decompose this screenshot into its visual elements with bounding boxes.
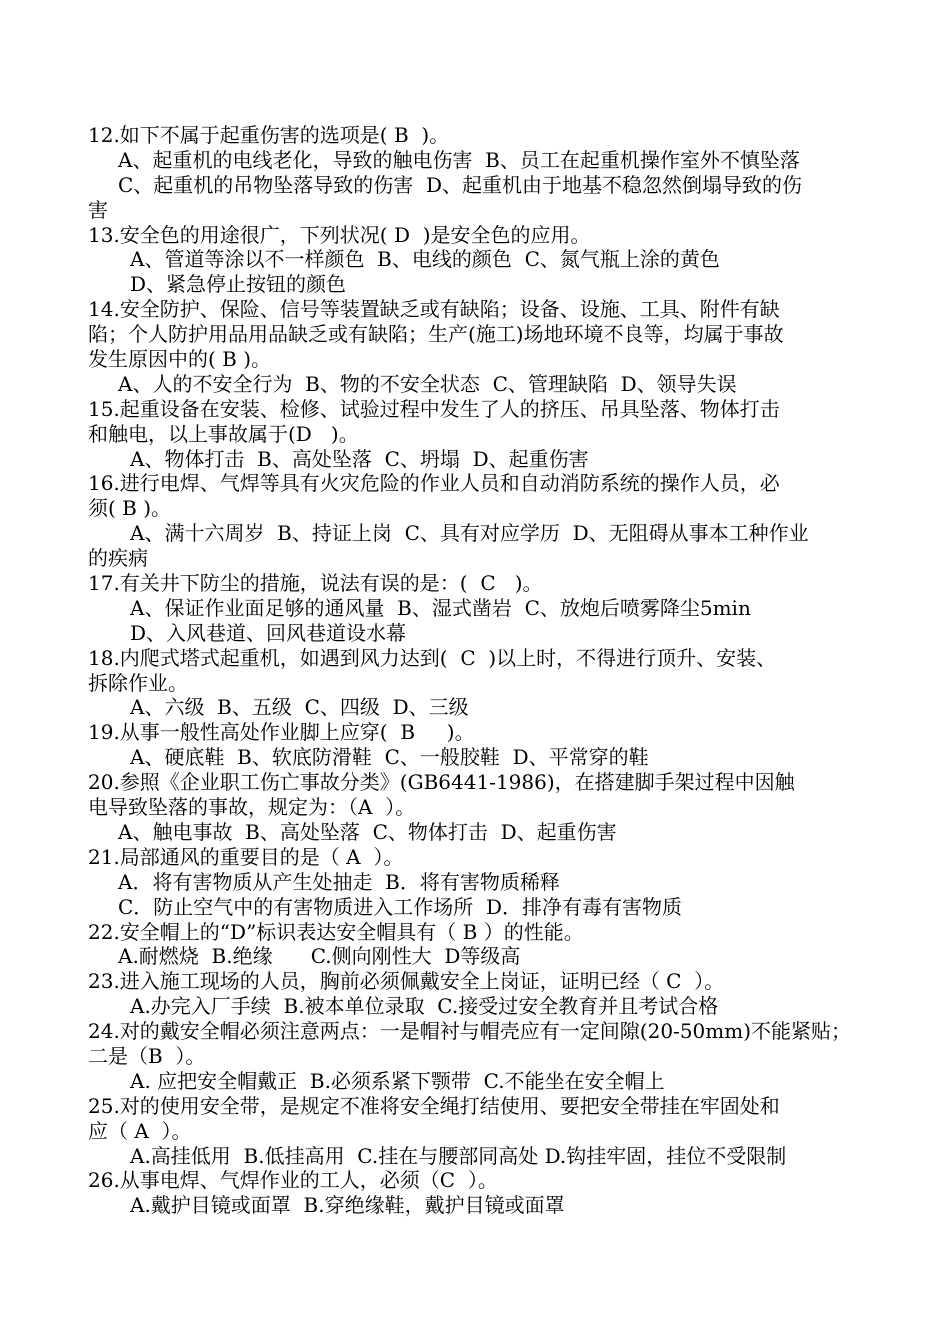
question-16-options: A、满十六周岁 B、持证上岗 C、具有对应学历 D、无阻碍从事本工种作业 xyxy=(130,521,809,546)
question-16-options-wrap: 的疾病 xyxy=(88,546,148,571)
question-24-stem: 24.对的戴安全帽必须注意两点：一是帽衬与帽壳应有一定间隙(20-50mm)不能紧贴； xyxy=(88,1019,851,1044)
question-18-options: A、六级 B、五级 C、四级 D、三级 xyxy=(130,695,469,720)
question-21-stem: 21.局部通风的重要目的是（ A ）。 xyxy=(88,844,404,869)
question-14-stem-cont: 陷；个人防护用品用品缺乏或有缺陷；生产(施工)场地环境不良等，均属于事故 xyxy=(88,322,784,347)
question-19-options: A、硬底鞋 B、软底防滑鞋 C、一般胶鞋 D、平常穿的鞋 xyxy=(130,745,649,770)
question-14-stem-end: 发生原因中的( B )。 xyxy=(88,347,272,372)
question-24-stem-end: 二是（B ）。 xyxy=(88,1043,206,1068)
question-22-options: A.耐燃烧 B.绝缘 C.侧向刚性大 D等级高 xyxy=(118,944,521,969)
question-18-stem: 18.内爬式塔式起重机，如遇到风力达到( C )以上时，不得进行顶升、安装、 xyxy=(88,645,777,670)
question-list xyxy=(88,123,918,1218)
question-12-options-wrap: 害 xyxy=(88,197,108,222)
question-23-options: A.办完入厂手续 B.被本单位录取 C.接受过安全教育并且考试合格 xyxy=(130,994,719,1019)
question-17-options-abc: A、保证作业面足够的通风量 B、湿式凿岩 C、放炮后喷雾降尘5min xyxy=(130,595,751,620)
question-25-stem: 25.对的使用安全带，是规定不准将安全绳打结使用、要把安全带挂在牢固处和 xyxy=(88,1093,780,1118)
question-15-stem-end: 和触电，以上事故属于(D )。 xyxy=(88,421,359,446)
question-18-stem-end: 拆除作业。 xyxy=(88,670,188,695)
question-21-options-cd: C．防止空气中的有害物质进入工作场所 D．排净有毒有害物质 xyxy=(118,894,683,919)
question-13-stem: 13.安全色的用途很广，下列状况( D )是安全色的应用。 xyxy=(88,222,591,247)
question-12-options-ab: A、起重机的电线老化，导致的触电伤害 B、员工在起重机操作室外不慎坠落 xyxy=(118,147,800,172)
question-20-options: A、触电事故 B、高处坠落 C、物体打击 D、起重伤害 xyxy=(118,819,617,844)
question-21-options-ab: A．将有害物质从产生处抽走 B．将有害物质稀释 xyxy=(118,869,560,894)
question-20-stem: 20.参照《企业职工伤亡事故分类》(GB6441-1986)，在搭建脚手架过程中因触 xyxy=(88,770,795,795)
question-26-options: A.戴护目镜或面罩 B.穿绝缘鞋，戴护目镜或面罩 xyxy=(130,1193,565,1218)
question-12-options-cd: C、起重机的吊物坠落导致的伤害 D、起重机由于地基不稳忽然倒塌导致的伤 xyxy=(118,172,803,197)
question-19-stem: 19.从事一般性高处作业脚上应穿( B )。 xyxy=(88,720,475,745)
question-25-stem-end: 应（ A ）。 xyxy=(88,1118,192,1143)
question-15-options: A、物体打击 B、高处坠落 C、坍塌 D、起重伤害 xyxy=(130,446,589,471)
question-23-stem: 23.进入施工现场的人员，胸前必须佩戴安全上岗证，证明已经（ C ）。 xyxy=(88,969,725,994)
question-13-options-abc: A、管道等涂以不一样颜色 B、电线的颜色 C、氮气瓶上涂的黄色 xyxy=(130,247,720,272)
question-25-options: A.高挂低用 B.低挂高用 C.挂在与腰部同高处 D.钩挂牢固，挂位不受限制 xyxy=(130,1143,787,1168)
question-16-stem: 16.进行电焊、气焊等具有火灾危险的作业人员和自动消防系统的操作人员，必 xyxy=(88,471,780,496)
question-13-option-d: D、紧急停止按钮的颜色 xyxy=(130,272,347,297)
question-14-stem: 14.安全防护、保险、信号等装置缺乏或有缺陷；设备、设施、工具、附件有缺 xyxy=(88,297,780,322)
question-17-option-d: D、入风巷道、回风巷道设水幕 xyxy=(130,620,407,645)
question-16-stem-end: 须( B )。 xyxy=(88,496,172,521)
question-15-stem: 15.起重设备在安装、检修、试验过程中发生了人的挤压、吊具坠落、物体打击 xyxy=(88,396,780,421)
question-26-stem: 26.从事电焊、气焊作业的工人，必须（C ）。 xyxy=(88,1168,498,1193)
question-12-stem: 12.如下不属于起重伤害的选项是( B )。 xyxy=(88,123,450,147)
question-20-stem-end: 电导致坠落的事故，规定为：（A ）。 xyxy=(88,795,416,820)
question-24-options: A. 应把安全帽戴正 B.必须系紧下颚带 C.不能坐在安全帽上 xyxy=(130,1068,665,1093)
question-14-options: A、人的不安全行为 B、物的不安全状态 C、管理缺陷 D、领导失误 xyxy=(118,371,737,396)
question-22-stem: 22.安全帽上的“D”标识表达安全帽具有（ B ）的性能。 xyxy=(88,919,584,944)
question-17-stem: 17.有关井下防尘的措施，说法有误的是：( C )。 xyxy=(88,571,543,596)
